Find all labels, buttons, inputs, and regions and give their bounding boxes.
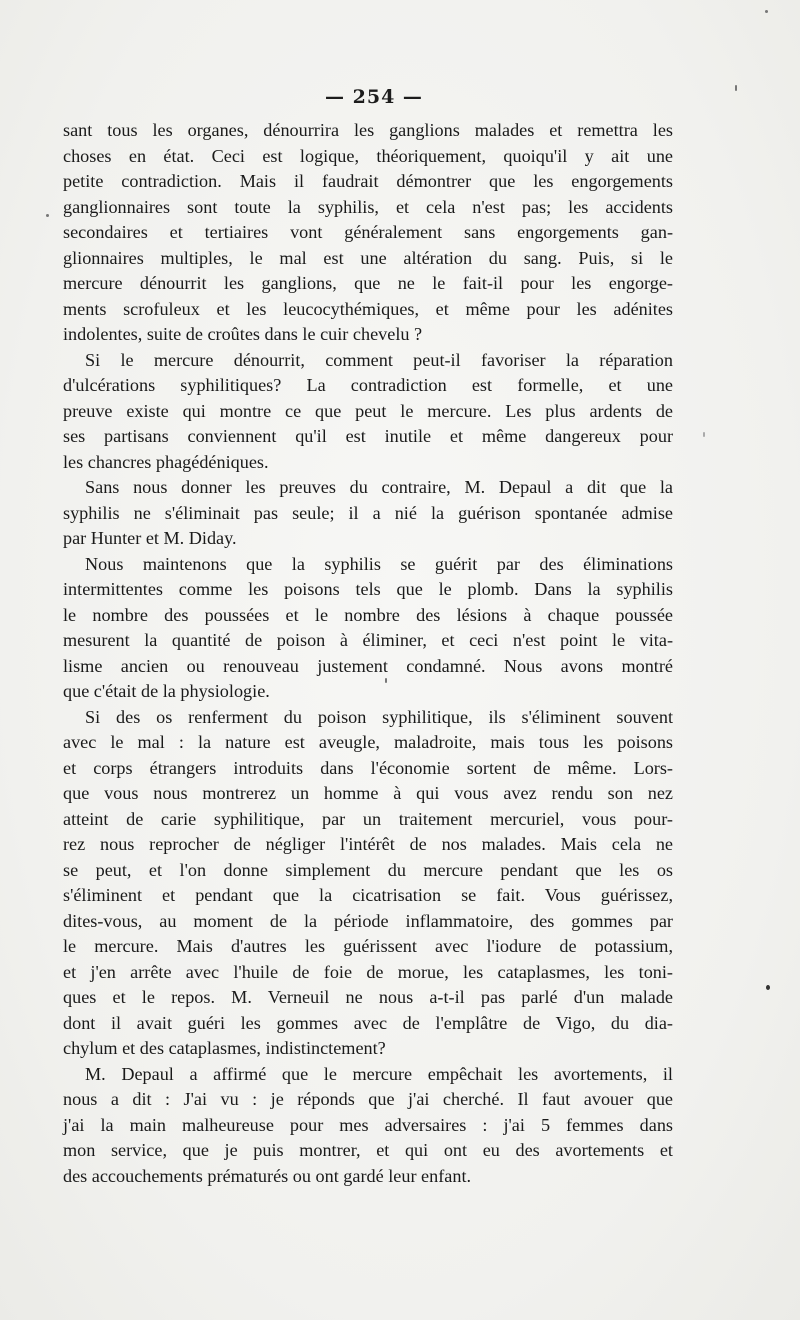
text-line: Nous maintenons que la syphilis se guérit par des éliminations xyxy=(85,553,673,574)
body-text xyxy=(63,118,673,1189)
text-line: des accouchements prématurés ou ont gardé leur enfant. xyxy=(63,1165,472,1186)
text-line: atteint de carie syphilitique, par un traitement mercuriel, vous pour- xyxy=(63,808,673,829)
text-line: secondaires et tertiaires vont généralement sans engorgements gan- xyxy=(63,222,673,242)
text-line: d'ulcérations syphilitiques? La contradiction est formelle, et une xyxy=(63,375,673,395)
text-line: j'ai la main malheureuse pour mes adversaires : j'ai 5 femmes dans xyxy=(63,1114,673,1135)
text-line: Si le mercure dénourrit, comment peut-il favoriser la réparation xyxy=(85,349,673,370)
text-line: dont il avait guéri les gommes avec de l'emplâtre de Vigo, du dia- xyxy=(63,1012,673,1033)
text-line: et j'en arrête avec l'huile de foie de morue, les cataplasmes, les toni- xyxy=(63,961,673,982)
paragraph xyxy=(63,705,673,1062)
text-line: et corps étrangers introduits dans l'économie sortent de même. Lors- xyxy=(63,757,673,778)
text-line: sant tous les organes, dénourrira les ganglions malades et remettra les xyxy=(63,120,673,140)
text-line: les chancres phagédéniques. xyxy=(63,451,269,472)
text-line: que vous nous montrerez un homme à qui vous avez rendu son nez xyxy=(63,783,673,803)
text-line: glionnaires multiples, le mal est une altération du sang. Puis, si le xyxy=(63,247,673,268)
text-line: dites-vous, au moment de la période inflammatoire, des gommes par xyxy=(63,910,673,931)
text-line: nous a dit : J'ai vu : je réponds que j'ai cherché. Il faut avouer que xyxy=(63,1089,673,1109)
text-line: intermittentes comme les poisons tels que le plomb. Dans la syphilis xyxy=(63,579,673,599)
text-line: mercure dénourrit les ganglions, que ne le fait-il pour les engorge- xyxy=(63,273,673,293)
scan-speck xyxy=(703,432,705,437)
text-line: ments scrofuleux et les leucocythémiques, et même pour les adénites xyxy=(63,298,673,319)
text-line: ganglionnaires sont toute la syphilis, et cela n'est pas; les accidents xyxy=(63,196,673,217)
text-line: par Hunter et M. Diday. xyxy=(63,528,237,548)
text-line: preuve existe qui montre ce que peut le mercure. Les plus ardents de xyxy=(63,400,673,421)
text-line: le mercure. Mais d'autres les guérissent avec l'iodure de potassium, xyxy=(63,936,673,956)
text-line: indolentes, suite de croûtes dans le cuir chevelu ? xyxy=(63,324,423,344)
scan-speck xyxy=(765,10,768,13)
text-line: Si des os renferment du poison syphilitique, ils s'éliminent souvent xyxy=(85,706,673,727)
text-line: se peut, et l'on donne simplement du mercure pendant que les os xyxy=(63,859,673,880)
text-line: lisme ancien ou renouveau justement condamné. Nous avons montré xyxy=(63,655,673,676)
text-line: chylum et des cataplasmes, indistinctement? xyxy=(63,1038,386,1058)
text-line: avec le mal : la nature est aveugle, maladroite, mais tous les poisons xyxy=(63,732,673,752)
paragraph xyxy=(63,118,673,348)
text-line: rez nous reprocher de négliger l'intérêt de nos malades. Mais cela ne xyxy=(63,834,673,854)
text-line: que c'était de la physiologie. xyxy=(63,681,270,701)
text-line: M. Depaul a affirmé que le mercure empêchait les avortements, il xyxy=(85,1063,673,1084)
text-line: petite contradiction. Mais il faudrait démontrer que les engorgements xyxy=(63,171,673,191)
text-line: mon service, que je puis montrer, et qui ont eu des avortements et xyxy=(63,1140,673,1160)
text-line: s'éliminent et pendant que la cicatrisation se fait. Vous guérissez, xyxy=(63,885,673,905)
text-line: choses en état. Ceci est logique, théoriquement, quoiqu'il y ait une xyxy=(63,145,673,166)
text-line: ses partisans conviennent qu'il est inutile et même dangereux pour xyxy=(63,426,673,446)
text-line: ques et le repos. M. Verneuil ne nous a-t-il pas parlé d'un malade xyxy=(63,987,673,1007)
scan-speck xyxy=(46,214,49,217)
text-line: Sans nous donner les preuves du contraire, M. Depaul a dit que la xyxy=(85,477,673,497)
scan-speck xyxy=(735,85,737,91)
paragraph xyxy=(63,1062,673,1190)
text-line: mesurent la quantité de poison à éliminer, et ceci n'est point le vita- xyxy=(63,630,673,650)
text-line: le nombre des poussées et le nombre des lésions à chaque poussée xyxy=(63,604,673,625)
text-line: syphilis ne s'éliminait pas seule; il a nié la guérison spontanée admise xyxy=(63,502,673,523)
paragraph xyxy=(63,552,673,705)
page-number: — 254 — xyxy=(325,86,423,108)
scan-speck xyxy=(766,985,770,990)
scan-speck xyxy=(385,678,387,683)
paragraph xyxy=(63,475,673,552)
paragraph xyxy=(63,348,673,476)
